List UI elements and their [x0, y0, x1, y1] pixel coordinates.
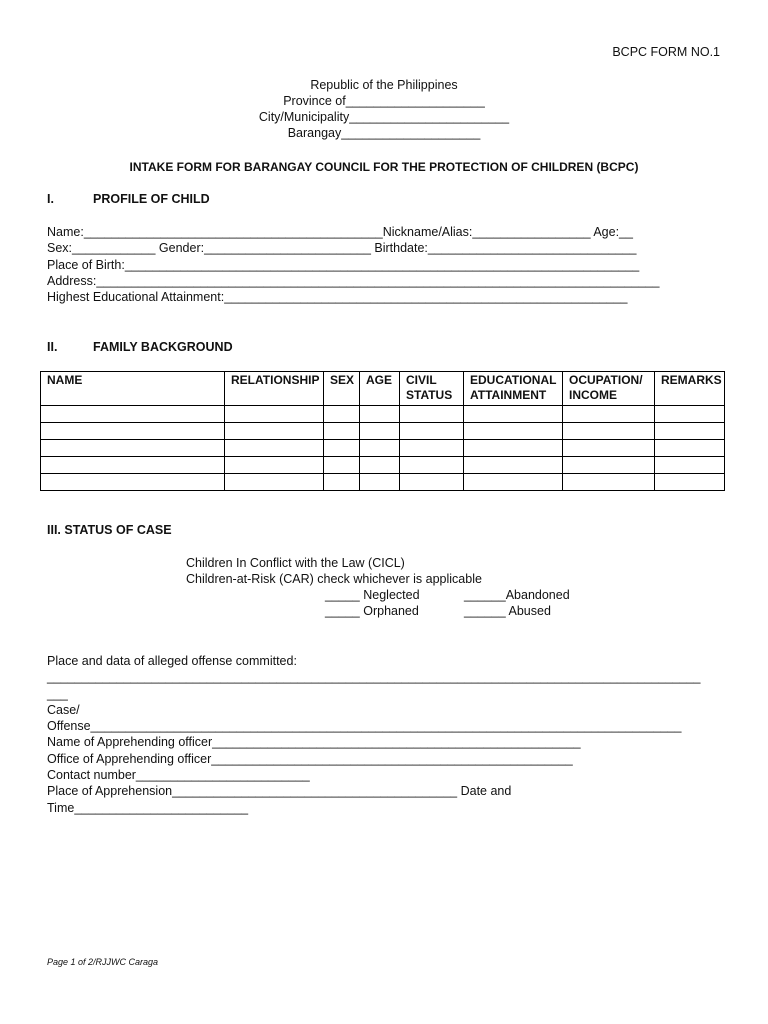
- table-cell[interactable]: [225, 406, 324, 423]
- table-cell[interactable]: [464, 457, 563, 474]
- column-header-educational-attainment: EDUCATIONAL ATTAINMENT: [464, 372, 563, 406]
- table-cell[interactable]: [225, 440, 324, 457]
- section3-heading: III. STATUS OF CASE: [47, 523, 172, 537]
- form-number: BCPC FORM NO.1: [612, 45, 720, 59]
- form-title: INTAKE FORM FOR BARANGAY COUNCIL FOR THE PROTECTION OF CHILDREN (BCPC): [129, 160, 639, 174]
- profile-line-address: Address:_________________________________________________________________________________: [47, 273, 660, 288]
- table-cell[interactable]: [563, 457, 655, 474]
- family-background-table: [40, 371, 725, 491]
- column-header-name: NAME: [41, 372, 225, 406]
- table-cell[interactable]: [563, 440, 655, 457]
- column-header-occupation-income: OCUPATION/ INCOME: [563, 372, 655, 406]
- table-cell[interactable]: [324, 474, 360, 491]
- column-header-sex: SEX: [324, 372, 360, 406]
- offense-line: Offense_____________________________________________________________________________________: [47, 719, 682, 734]
- table-row: [41, 406, 725, 423]
- place-data-line: ______________________________________________________________________________________________: [47, 670, 701, 685]
- column-header-age: AGE: [360, 372, 400, 406]
- table-row: [41, 440, 725, 457]
- table-cell[interactable]: [324, 423, 360, 440]
- officer-office-line: Office of Apprehending officer____________________________________________________: [47, 751, 573, 766]
- table-cell[interactable]: [324, 440, 360, 457]
- contact-number-line: Contact number_________________________: [47, 768, 310, 783]
- section1-heading: PROFILE OF CHILD: [93, 192, 210, 206]
- table-cell[interactable]: [400, 423, 464, 440]
- table-cell[interactable]: [41, 474, 225, 491]
- place-apprehension-line: Place of Apprehension_________________________________________ Date and: [47, 784, 512, 799]
- table-row: [41, 423, 725, 440]
- table-cell[interactable]: [400, 474, 464, 491]
- table-cell[interactable]: [400, 440, 464, 457]
- table-cell[interactable]: [324, 457, 360, 474]
- profile-line-education: Highest Educational Attainment:__________________________________________________________: [47, 290, 628, 305]
- section2-number: II.: [47, 340, 58, 354]
- section2-heading: FAMILY BACKGROUND: [93, 340, 233, 354]
- case-label: Case/: [47, 702, 80, 717]
- table-cell[interactable]: [41, 406, 225, 423]
- option-cicl: Children In Conflict with the Law (CICL): [186, 556, 405, 570]
- table-cell[interactable]: [464, 440, 563, 457]
- table-cell[interactable]: [400, 457, 464, 474]
- option-car: Children-at-Risk (CAR) check whichever is applicable: [186, 572, 482, 586]
- officer-name-line: Name of Apprehending officer_____________________________________________________: [47, 735, 581, 750]
- table-cell[interactable]: [563, 474, 655, 491]
- table-cell[interactable]: [324, 406, 360, 423]
- time-line: Time_________________________: [47, 800, 249, 815]
- option-abused: ______ Abused: [464, 604, 551, 618]
- table-cell[interactable]: [655, 474, 725, 491]
- table-cell[interactable]: [655, 406, 725, 423]
- option-abandoned: ______Abandoned: [464, 588, 570, 602]
- table-cell[interactable]: [360, 457, 400, 474]
- column-header-relationship: RELATIONSHIP: [225, 372, 324, 406]
- table-cell[interactable]: [655, 423, 725, 440]
- header-republic: Republic of the Philippines: [310, 78, 458, 92]
- column-header-remarks: REMARKS: [655, 372, 725, 406]
- table-cell[interactable]: [360, 440, 400, 457]
- table-cell[interactable]: [360, 423, 400, 440]
- table-cell[interactable]: [464, 423, 563, 440]
- option-neglected: _____ Neglected: [325, 588, 420, 602]
- table-header-row: [41, 372, 725, 406]
- option-orphaned: _____ Orphaned: [325, 604, 419, 618]
- header-barangay: Barangay____________________: [287, 126, 481, 140]
- profile-line-sex: Sex:____________ Gender:________________________ Birthdate:______________________________: [47, 241, 637, 256]
- header-province: Province of____________________: [283, 94, 485, 108]
- profile-fields: [47, 224, 659, 305]
- page-footer: Page 1 of 2/RJJWC Caraga: [47, 957, 159, 967]
- column-header-civil-status: CIVIL STATUS: [400, 372, 464, 406]
- table-cell[interactable]: [41, 457, 225, 474]
- table-cell[interactable]: [563, 406, 655, 423]
- table-cell[interactable]: [225, 474, 324, 491]
- table-cell[interactable]: [225, 457, 324, 474]
- table-cell[interactable]: [360, 406, 400, 423]
- place-data-label: Place and data of alleged offense committed:: [47, 654, 297, 668]
- table-cell[interactable]: [655, 457, 725, 474]
- table-cell[interactable]: [464, 474, 563, 491]
- section1-number: I.: [47, 192, 54, 206]
- case-fields: [47, 653, 700, 816]
- table-cell[interactable]: [400, 406, 464, 423]
- table-cell[interactable]: [360, 474, 400, 491]
- table-cell[interactable]: [41, 440, 225, 457]
- table-row: [41, 457, 725, 474]
- table-cell[interactable]: [225, 423, 324, 440]
- table-cell[interactable]: [655, 440, 725, 457]
- profile-line-name: Name:___________________________________________Nickname/Alias:_________________ Age:__: [47, 225, 633, 239]
- header-city: City/Municipality_______________________: [258, 110, 510, 124]
- table-cell[interactable]: [41, 423, 225, 440]
- place-data-line-continued: ___: [47, 686, 68, 701]
- table-cell[interactable]: [464, 406, 563, 423]
- table-row: [41, 474, 725, 491]
- profile-line-birthplace: Place of Birth:__________________________________________________________________________: [47, 257, 640, 272]
- table-cell[interactable]: [563, 423, 655, 440]
